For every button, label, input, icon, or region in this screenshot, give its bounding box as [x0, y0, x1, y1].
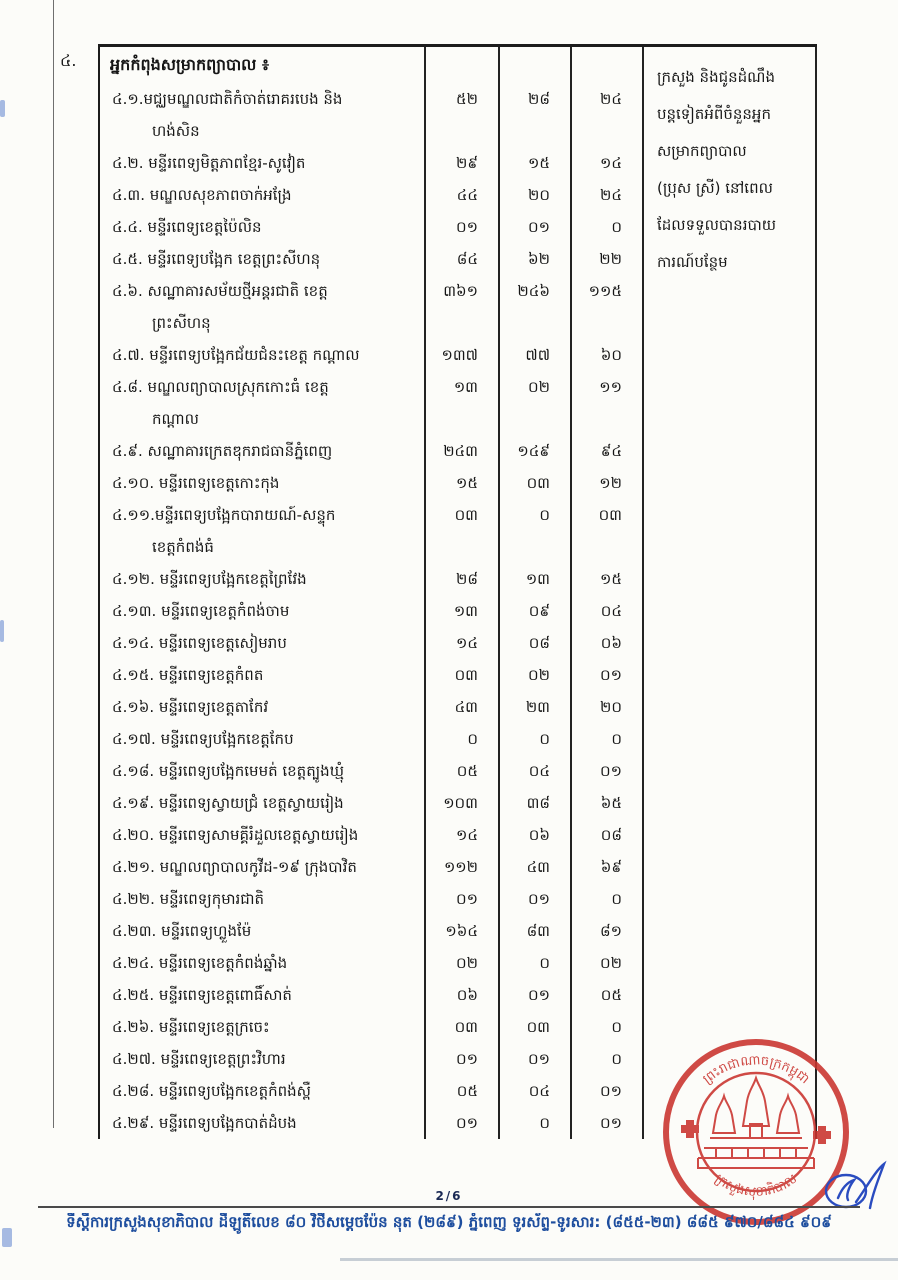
facility-cell — [100, 787, 424, 819]
value-cell: ២២ — [570, 243, 642, 275]
stamp-text-bottom: ក្រសួងសុខាភិបាល — [711, 1171, 801, 1201]
facility-label: ៤.២៦. មន្ទីរពេទ្យខេត្តក្រចេះ — [112, 1018, 270, 1036]
facility-label: ៤.៦. សណ្ឋាគារសម័យថ្មីអន្តរជាតិ ខេត្ត — [112, 282, 328, 300]
remark-line: ការណ៍បន្ថែម — [657, 253, 728, 271]
value-cell: ១១ — [570, 371, 642, 435]
facility-cell — [100, 467, 424, 499]
facility-label: ៤.១៧. មន្ទីរពេទ្យបង្អែកខេត្តកែប — [112, 730, 294, 748]
facility-label: ខេត្តកំពង់ធំ — [152, 538, 214, 556]
value-cell: ០៤ — [498, 755, 570, 787]
facility-label: ៤.១១.មន្ទីរពេទ្យបង្អែកបារាយណ៍-សន្ទុក — [112, 506, 336, 524]
value-cell: ០៣ — [424, 499, 498, 563]
facility-label: ៤.១.មជ្ឈមណ្ឌលជាតិកំចាត់រោគរបេង និង — [112, 90, 343, 108]
value-cell: ២៤ — [570, 179, 642, 211]
value-cell: ០១ — [570, 659, 642, 691]
facility-label: ៤.៥. មន្ទីរពេទ្យបង្អែក ខេត្តព្រះសីហនុ — [112, 250, 321, 268]
value-cell: ០ — [424, 723, 498, 755]
value-cell: ០១ — [498, 211, 570, 243]
value-cell: ១៣៧ — [424, 339, 498, 371]
facility-label: កណ្តាល — [152, 410, 199, 428]
facility-cell — [100, 851, 424, 883]
value-cell: ២៨ — [498, 83, 570, 147]
facility-cell — [100, 211, 424, 243]
value-cell: ៣៨ — [498, 787, 570, 819]
facility-cell — [100, 1107, 424, 1139]
value-cell: ៩៤ — [570, 435, 642, 467]
value-cell: ០ — [570, 1043, 642, 1075]
facility-cell — [100, 243, 424, 275]
remark-line: (ប្រុស ស្រី) នៅពេល — [657, 179, 773, 197]
facility-cell — [100, 179, 424, 211]
facility-label: ៤.៣. មណ្ឌលសុខភាពចាក់អង្រែ — [112, 186, 292, 204]
value-cell: ៤៣ — [424, 691, 498, 723]
value-cell: ០៥ — [424, 755, 498, 787]
facility-label: ៤.១៨. មន្ទីរពេទ្យបង្អែកមេមត់ ខេត្តត្បូងឃ្មុំ — [112, 762, 344, 780]
facility-label: ៤.១៤. មន្ទីរពេទ្យខេត្តសៀមរាប — [112, 634, 287, 652]
section-title-cell — [100, 47, 424, 83]
value-cell: ០៣ — [498, 1011, 570, 1043]
facility-cell — [100, 83, 424, 147]
value-cell: ០២ — [424, 947, 498, 979]
facility-label: ៤.១៦. មន្ទីរពេទ្យខេត្តតាកែវ — [112, 698, 269, 716]
value-cell: ២៣ — [498, 691, 570, 723]
remark-line: បន្តទៀតអំពីចំនួនអ្នក — [657, 105, 771, 123]
value-cell: ១៦៤ — [424, 915, 498, 947]
value-cell: ០ — [498, 723, 570, 755]
value-cell: ៥២ — [424, 83, 498, 147]
scan-artifact — [340, 1258, 898, 1261]
value-cell: ១៣ — [498, 563, 570, 595]
value-cell: ០២ — [570, 947, 642, 979]
value-cell: ០ — [570, 1011, 642, 1043]
facility-label: ព្រះសីហនុ — [152, 314, 211, 332]
value-cell: ០ — [498, 947, 570, 979]
value-cell: ០១ — [570, 755, 642, 787]
facility-cell — [100, 947, 424, 979]
left-margin-line — [53, 0, 54, 1128]
facility-cell — [100, 915, 424, 947]
facility-label: ៤.៩. សណ្ឋាគារក្រេតឌុករាជធានីភ្នំពេញ — [112, 442, 333, 460]
value-cell: ០ — [570, 883, 642, 915]
value-cell: ១៥ — [570, 563, 642, 595]
cross-icon-left — [682, 1121, 698, 1137]
value-cell: ១២ — [570, 467, 642, 499]
value-cell: ១៤ — [570, 147, 642, 179]
facility-label: ៤.២៣. មន្ទីរពេទ្យហ្លួងម៉ែ — [112, 922, 252, 940]
value-cell: ០១ — [424, 211, 498, 243]
value-cell: ១៤ — [424, 819, 498, 851]
facility-label: ហង់សិន — [152, 122, 200, 140]
value-cell: ០ — [570, 211, 642, 243]
footer-address: ទីស្តីការក្រសួងសុខាភិបាល ដីឡូតិ៍លេខ ៨០ វិថីសម្តេចប៉ែន នុត (២៨៩) ភ្នំពេញ ទូរស័ព្ទ-ទូរសារ: (៨៥៥-២៣) ៨៨៥ ៩៧០/៨៨៤ ៩០៩ — [66, 1213, 832, 1231]
value-cell: ១១៥ — [570, 275, 642, 339]
facility-cell — [100, 595, 424, 627]
value-cell: ៣៦១ — [424, 275, 498, 339]
facility-label: ៤.២. មន្ទីរពេទ្យមិត្តភាពខ្មែរ-សូវៀត — [112, 154, 306, 172]
facility-label: ៤.១៥. មន្ទីរពេទ្យខេត្តកំពត — [112, 666, 264, 684]
facility-cell — [100, 275, 424, 339]
facility-cell — [100, 1075, 424, 1107]
value-cell: ២៩ — [424, 147, 498, 179]
value-header-cell — [498, 47, 570, 83]
value-cell: ២០ — [498, 179, 570, 211]
value-cell: ៦៥ — [570, 787, 642, 819]
value-cell: ០ — [498, 499, 570, 563]
value-cell: ៧៧ — [498, 339, 570, 371]
value-cell: ២៤៣ — [424, 435, 498, 467]
value-cell: ០៨ — [570, 819, 642, 851]
remarks-cell — [642, 47, 817, 1139]
value-cell: ០៥ — [424, 1075, 498, 1107]
value-cell: ៨១ — [570, 915, 642, 947]
value-cell: ០៨ — [498, 627, 570, 659]
value-cell: ៨៤ — [424, 243, 498, 275]
value-cell: ៤៣ — [498, 851, 570, 883]
value-cell: ០១ — [424, 1043, 498, 1075]
value-cell: ០៤ — [570, 595, 642, 627]
value-cell: ២៤៦ — [498, 275, 570, 339]
value-cell: ០១ — [424, 1107, 498, 1139]
value-cell: ៦០ — [570, 339, 642, 371]
value-cell: ១០៣ — [424, 787, 498, 819]
value-cell: ៦៩ — [570, 851, 642, 883]
facility-label: ៤.៧. មន្ទីរពេទ្យបង្អែកជ័យជំនះខេត្ត កណ្តាល — [112, 346, 360, 364]
value-cell: ១៤៩ — [498, 435, 570, 467]
value-cell: ០១ — [498, 1043, 570, 1075]
facility-cell — [100, 1011, 424, 1043]
value-cell: ០១ — [424, 883, 498, 915]
value-cell: ១៣ — [424, 371, 498, 435]
value-cell: ១៥ — [424, 467, 498, 499]
facility-cell — [100, 691, 424, 723]
value-cell: ០២ — [498, 371, 570, 435]
scan-artifact — [2, 1228, 12, 1247]
value-cell: ០៦ — [570, 627, 642, 659]
facility-label: ៤.២៧. មន្ទីរពេទ្យខេត្តព្រះវិហារ — [112, 1050, 286, 1068]
value-cell: ៨៣ — [498, 915, 570, 947]
facility-label: ៤.១២. មន្ទីរពេទ្យបង្អែកខេត្តព្រៃវែង — [112, 570, 307, 588]
facility-label: ៤.១៣. មន្ទីរពេទ្យខេត្តកំពង់ចាម — [112, 602, 290, 620]
facility-cell — [100, 371, 424, 435]
value-cell: ០ — [498, 1107, 570, 1139]
remark-line: ក្រសួង និងជូនដំណឹង — [657, 68, 776, 86]
facility-cell — [100, 723, 424, 755]
facility-label: ៤.២៤. មន្ទីរពេទ្យខេត្តកំពង់ឆ្នាំង — [112, 954, 288, 972]
facility-label: ៤.២១. មណ្ឌលព្យាបាលកូវីដ-១៩ ក្រុងបាវិត — [112, 858, 357, 876]
value-cell: ៦២ — [498, 243, 570, 275]
value-cell: ១៥ — [498, 147, 570, 179]
value-header-cell — [424, 47, 498, 83]
facility-label: ៤.១០. មន្ទីរពេទ្យខេត្តកោះកុង — [112, 474, 280, 492]
scan-artifact — [0, 100, 5, 117]
facility-cell — [100, 563, 424, 595]
section-number: ៤. — [60, 51, 77, 70]
facility-cell — [100, 147, 424, 179]
facility-cell — [100, 755, 424, 787]
value-cell: ៤៤ — [424, 179, 498, 211]
facility-label: ៤.២៩. មន្ទីរពេទ្យបង្អែកបាត់ដំបង — [112, 1114, 297, 1132]
value-cell: ០៣ — [570, 499, 642, 563]
value-cell: ២៤ — [570, 83, 642, 147]
value-cell: ០ — [570, 723, 642, 755]
value-cell: ១១២ — [424, 851, 498, 883]
facility-label: ៤.២៨. មន្ទីរពេទ្យបង្អែកខេត្តកំពង់ស្ពឺ — [112, 1082, 311, 1100]
value-cell: ០៦ — [498, 819, 570, 851]
value-cell: ០៣ — [424, 1011, 498, 1043]
facility-cell — [100, 883, 424, 915]
value-cell: ០៥ — [570, 979, 642, 1011]
value-cell: ០១ — [498, 883, 570, 915]
value-cell: ២០ — [570, 691, 642, 723]
facility-label: ៤.២២. មន្ទីរពេទ្យកុមារជាតិ — [112, 890, 265, 908]
value-cell: ២៨ — [424, 563, 498, 595]
facility-cell — [100, 435, 424, 467]
facility-label: ៤.៨. មណ្ឌលព្យាបាលស្រុកកោះធំ ខេត្ត — [112, 378, 329, 396]
value-cell: ០២ — [498, 659, 570, 691]
value-cell: ០១ — [570, 1075, 642, 1107]
facility-label: ៤.៤. មន្ទីរពេទ្យខេត្តប៉ៃលិន — [112, 218, 262, 236]
value-header-cell — [570, 47, 642, 83]
value-cell: ១៤ — [424, 627, 498, 659]
value-cell: ០១ — [570, 1107, 642, 1139]
facility-cell — [100, 1043, 424, 1075]
facility-cell — [100, 819, 424, 851]
facility-cell — [100, 499, 424, 563]
facility-label: ៤.១៩. មន្ទីរពេទ្យស្វាយជ្រំ ខេត្តស្វាយរៀង — [112, 794, 344, 812]
facility-cell — [100, 979, 424, 1011]
value-cell: ០៦ — [424, 979, 498, 1011]
value-cell: ០៣ — [498, 467, 570, 499]
facility-cell — [100, 339, 424, 371]
scan-artifact — [0, 620, 4, 642]
facility-cell — [100, 659, 424, 691]
value-cell: ០១ — [498, 979, 570, 1011]
stamp-text-top: ព្រះរាជាណាចក្រកម្ពុជា — [700, 1053, 812, 1088]
angkor-wat-emblem — [698, 1078, 814, 1168]
facility-cell — [100, 627, 424, 659]
facility-label: ៤.២៥. មន្ទីរពេទ្យខេត្តពោធិ៍សាត់ — [112, 986, 292, 1004]
footer-divider — [38, 1206, 860, 1208]
patients-table — [98, 44, 817, 1139]
remark-line: សម្រាកព្យាបាល — [657, 142, 747, 160]
page-number: 2/6 — [435, 1189, 463, 1203]
section-title: អ្នកកំពុងសម្រាកព្យាបាល ៖ — [110, 55, 270, 74]
svg-text:ព្រះរាជាណាចក្រកម្ពុជា — [700, 1053, 812, 1087]
value-cell: ០៣ — [424, 659, 498, 691]
facility-label: ៤.២០. មន្ទីរពេទ្យសាមគ្គីរំដួលខេត្តស្វាយរៀង — [112, 826, 359, 844]
remark-line: ដែលទទួលបានរបាយ — [657, 216, 777, 234]
value-cell: ១៣ — [424, 595, 498, 627]
value-cell: ០៩ — [498, 595, 570, 627]
value-cell: ០៤ — [498, 1075, 570, 1107]
cross-icon-right — [814, 1127, 830, 1143]
